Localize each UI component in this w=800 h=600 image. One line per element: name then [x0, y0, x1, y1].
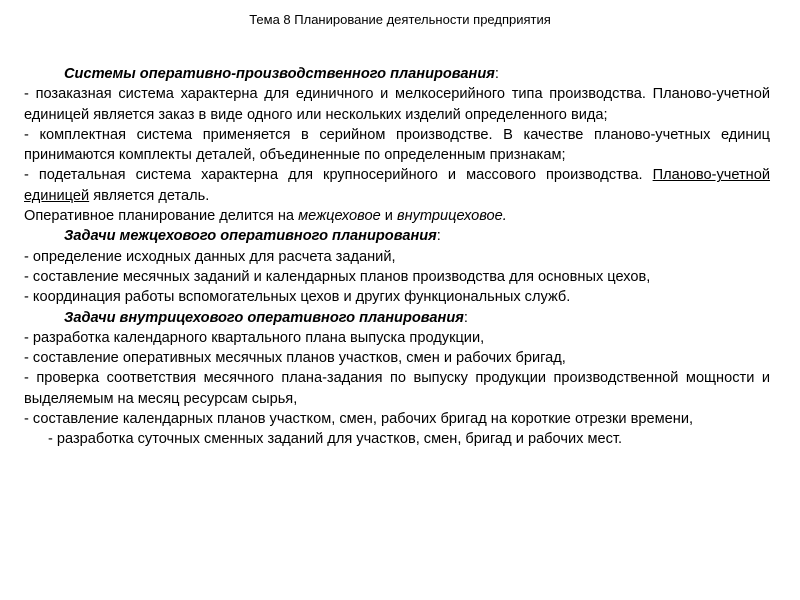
list-item: - составление оперативных месячных планов участков, смен и рабочих бригад,	[24, 350, 566, 367]
list-item	[24, 165, 770, 206]
section-heading-text: Системы оперативно-производственного планирования	[64, 66, 495, 82]
list-item: - разработка календарного квартального плана выпуска продукции,	[24, 329, 485, 346]
list-item: - определение исходных данных для расчета заданий,	[24, 248, 396, 265]
heading-colon: :	[463, 309, 468, 326]
list-item: - составление календарных планов участком, смен, рабочих бригад на короткие отрезки времени,	[24, 411, 694, 428]
section-intershop-heading	[24, 226, 770, 246]
intro-prefix: Оперативное планирование делится на	[24, 208, 299, 225]
list-item-text: - подетальная система характерна для крупносерийного и массового производства.	[24, 167, 643, 184]
list-item: - позаказная система характерна для единичного и мелкосерийного типа производства. Планово-учетной единицей является заказ в виде одного или нескольких изделий определенного вида;	[24, 86, 770, 123]
section-intrashop-heading	[24, 308, 770, 328]
list-item: - составление месячных заданий и календарных планов производства для основных цехов,	[24, 268, 651, 285]
document-body	[24, 64, 770, 450]
list-item-tail: является деталь.	[89, 187, 210, 204]
term-intershop: межцеховое	[298, 208, 381, 225]
list-item: - проверка соответствия месячного плана-задания по выпуску продукции производственной мощности и выделяемым на месяц ресурсам сырья,	[24, 370, 770, 407]
intro-conjunction: и	[380, 208, 397, 225]
list-item: - разработка суточных сменных заданий для участков, смен, бригад и рабочих мест.	[48, 431, 623, 448]
list-item: - комплектная система применяется в серийном производстве. В качестве планово-учетных единиц принимаются комплекты деталей, объединенные по определенным признакам;	[24, 126, 770, 164]
term-intrashop: внутрицеховое.	[396, 208, 507, 225]
section-systems-heading	[24, 64, 770, 84]
list-item: - координация работы вспомогательных цехов и других функциональных служб.	[24, 289, 571, 306]
underlined-term: Планово-учетной единицей	[24, 167, 771, 204]
heading-colon: :	[494, 66, 499, 82]
heading-colon: :	[436, 228, 441, 245]
intro-paragraph	[24, 206, 770, 226]
section-heading-text: Задачи внутрицехового оперативного планирования	[64, 309, 464, 326]
section-heading-text: Задачи межцехового оперативного планирования	[64, 228, 437, 245]
page-title: Тема 8 Планирование деятельности предприятия	[249, 12, 551, 27]
